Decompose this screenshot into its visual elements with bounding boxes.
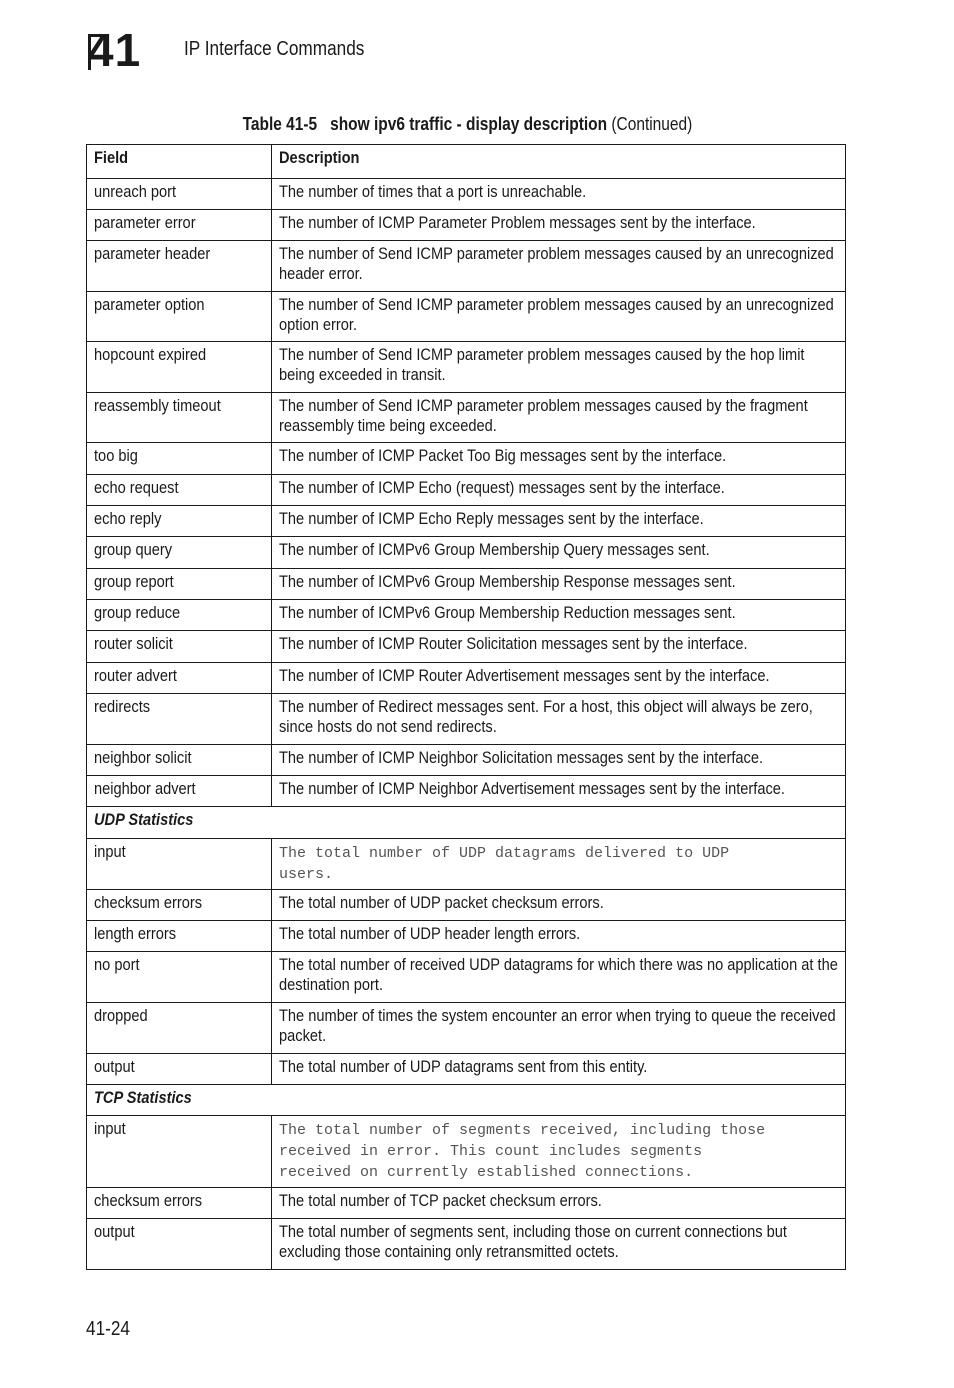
table-row xyxy=(87,179,846,210)
description-cell: The number of ICMP Router Advertisement messages sent by the interface. xyxy=(272,663,846,694)
chapter-title: IP Interface Commands xyxy=(184,38,365,60)
field-cell: parameter option xyxy=(87,292,272,342)
description-cell: The number of ICMP Echo (request) messages sent by the interface. xyxy=(272,475,846,506)
table-row xyxy=(87,631,846,663)
table-caption xyxy=(0,114,934,135)
field-cell: input xyxy=(87,1116,272,1188)
field-cell: group reduce xyxy=(87,600,272,631)
description-cell: The total number of segments sent, including those on current connections but excluding those containing only retransmitted octets. xyxy=(272,1219,846,1270)
section-heading: TCP Statistics xyxy=(87,1085,846,1116)
table-row xyxy=(87,952,846,1003)
table-row xyxy=(87,342,846,393)
description-cell: The number of ICMP Echo Reply messages sent by the interface. xyxy=(272,506,846,537)
description-cell: The total number of UDP datagrams delivered to UDP users. xyxy=(272,839,846,890)
field-cell: neighbor solicit xyxy=(87,745,272,776)
table-row xyxy=(87,1188,846,1219)
field-cell: checksum errors xyxy=(87,890,272,921)
page-number: 41-24 xyxy=(86,1318,130,1340)
field-cell: redirects xyxy=(87,694,272,745)
table-row xyxy=(87,1219,846,1270)
table-row xyxy=(87,537,846,569)
table-row xyxy=(87,890,846,921)
description-cell: The total number of TCP packet checksum errors. xyxy=(272,1188,846,1219)
table-header-row xyxy=(87,145,846,179)
description-cell: The number of ICMP Router Solicitation messages sent by the interface. xyxy=(272,631,846,663)
description-cell: The total number of received UDP datagrams for which there was no application at the destination port. xyxy=(272,952,846,1003)
description-cell: The number of ICMPv6 Group Membership Reduction messages sent. xyxy=(272,600,846,631)
field-cell: reassembly timeout xyxy=(87,393,272,443)
field-cell: no port xyxy=(87,952,272,1003)
column-header-field: Field xyxy=(87,145,272,179)
chapter-number: 41 xyxy=(88,24,142,76)
table-row xyxy=(87,506,846,537)
column-header-description: Description xyxy=(272,145,846,179)
description-cell: The number of Send ICMP parameter problem messages caused by an unrecognized option error. xyxy=(272,292,846,342)
description-cell: The number of Redirect messages sent. For a host, this object will always be zero, since hosts do not send redirects. xyxy=(272,694,846,745)
table-continued: (Continued) xyxy=(610,114,692,134)
description-cell: The number of Send ICMP parameter problem messages caused by the fragment reassembly time being exceeded. xyxy=(272,393,846,443)
field-cell: router advert xyxy=(87,663,272,694)
field-cell: too big xyxy=(87,443,272,475)
section-row-tcp xyxy=(87,1085,846,1116)
field-cell: neighbor advert xyxy=(87,776,272,807)
description-cell: The number of Send ICMP parameter problem messages caused by the hop limit being exceeded in transit. xyxy=(272,342,846,393)
field-cell: length errors xyxy=(87,921,272,952)
description-cell: The number of ICMPv6 Group Membership Query messages sent. xyxy=(272,537,846,569)
table-row xyxy=(87,1054,846,1085)
table-row xyxy=(87,600,846,631)
section-row-udp xyxy=(87,807,846,839)
description-table xyxy=(86,144,846,1270)
section-heading: UDP Statistics xyxy=(87,807,846,839)
table-row xyxy=(87,694,846,745)
table-row xyxy=(87,1116,846,1188)
table-row xyxy=(87,393,846,443)
table-row xyxy=(87,292,846,342)
field-cell: output xyxy=(87,1219,272,1270)
field-cell: input xyxy=(87,839,272,890)
field-cell: hopcount expired xyxy=(87,342,272,393)
field-cell: group report xyxy=(87,569,272,600)
table-row xyxy=(87,241,846,292)
description-cell: The number of Send ICMP parameter problem messages caused by an unrecognized header error. xyxy=(272,241,846,292)
description-cell: The total number of segments received, including those received in error. This count includes segments received on currently established connections. xyxy=(272,1116,846,1188)
table-label: Table 41-5 xyxy=(242,114,317,134)
table-row xyxy=(87,776,846,807)
table-row xyxy=(87,475,846,506)
table-row xyxy=(87,745,846,776)
table-row xyxy=(87,663,846,694)
field-cell: echo request xyxy=(87,475,272,506)
table-row xyxy=(87,443,846,475)
table-row xyxy=(87,921,846,952)
description-cell: The number of times the system encounter an error when trying to queue the received packet. xyxy=(272,1003,846,1054)
field-cell: parameter error xyxy=(87,210,272,241)
field-cell: router solicit xyxy=(87,631,272,663)
table-row xyxy=(87,1003,846,1054)
field-cell: output xyxy=(87,1054,272,1085)
field-cell: parameter header xyxy=(87,241,272,292)
table-row xyxy=(87,210,846,241)
table-row xyxy=(87,839,846,890)
table-title: show ipv6 traffic - display description xyxy=(329,114,607,134)
description-cell: The number of ICMP Parameter Problem messages sent by the interface. xyxy=(272,210,846,241)
table-row xyxy=(87,569,846,600)
field-cell: checksum errors xyxy=(87,1188,272,1219)
description-cell: The number of ICMPv6 Group Membership Response messages sent. xyxy=(272,569,846,600)
description-cell: The number of ICMP Packet Too Big messages sent by the interface. xyxy=(272,443,846,475)
description-cell: The number of ICMP Neighbor Advertisement messages sent by the interface. xyxy=(272,776,846,807)
description-cell: The number of times that a port is unreachable. xyxy=(272,179,846,210)
field-cell: unreach port xyxy=(87,179,272,210)
description-cell: The total number of UDP datagrams sent from this entity. xyxy=(272,1054,846,1085)
field-cell: dropped xyxy=(87,1003,272,1054)
description-cell: The total number of UDP header length errors. xyxy=(272,921,846,952)
description-cell: The total number of UDP packet checksum errors. xyxy=(272,890,846,921)
field-cell: group query xyxy=(87,537,272,569)
description-cell: The number of ICMP Neighbor Solicitation messages sent by the interface. xyxy=(272,745,846,776)
field-cell: echo reply xyxy=(87,506,272,537)
